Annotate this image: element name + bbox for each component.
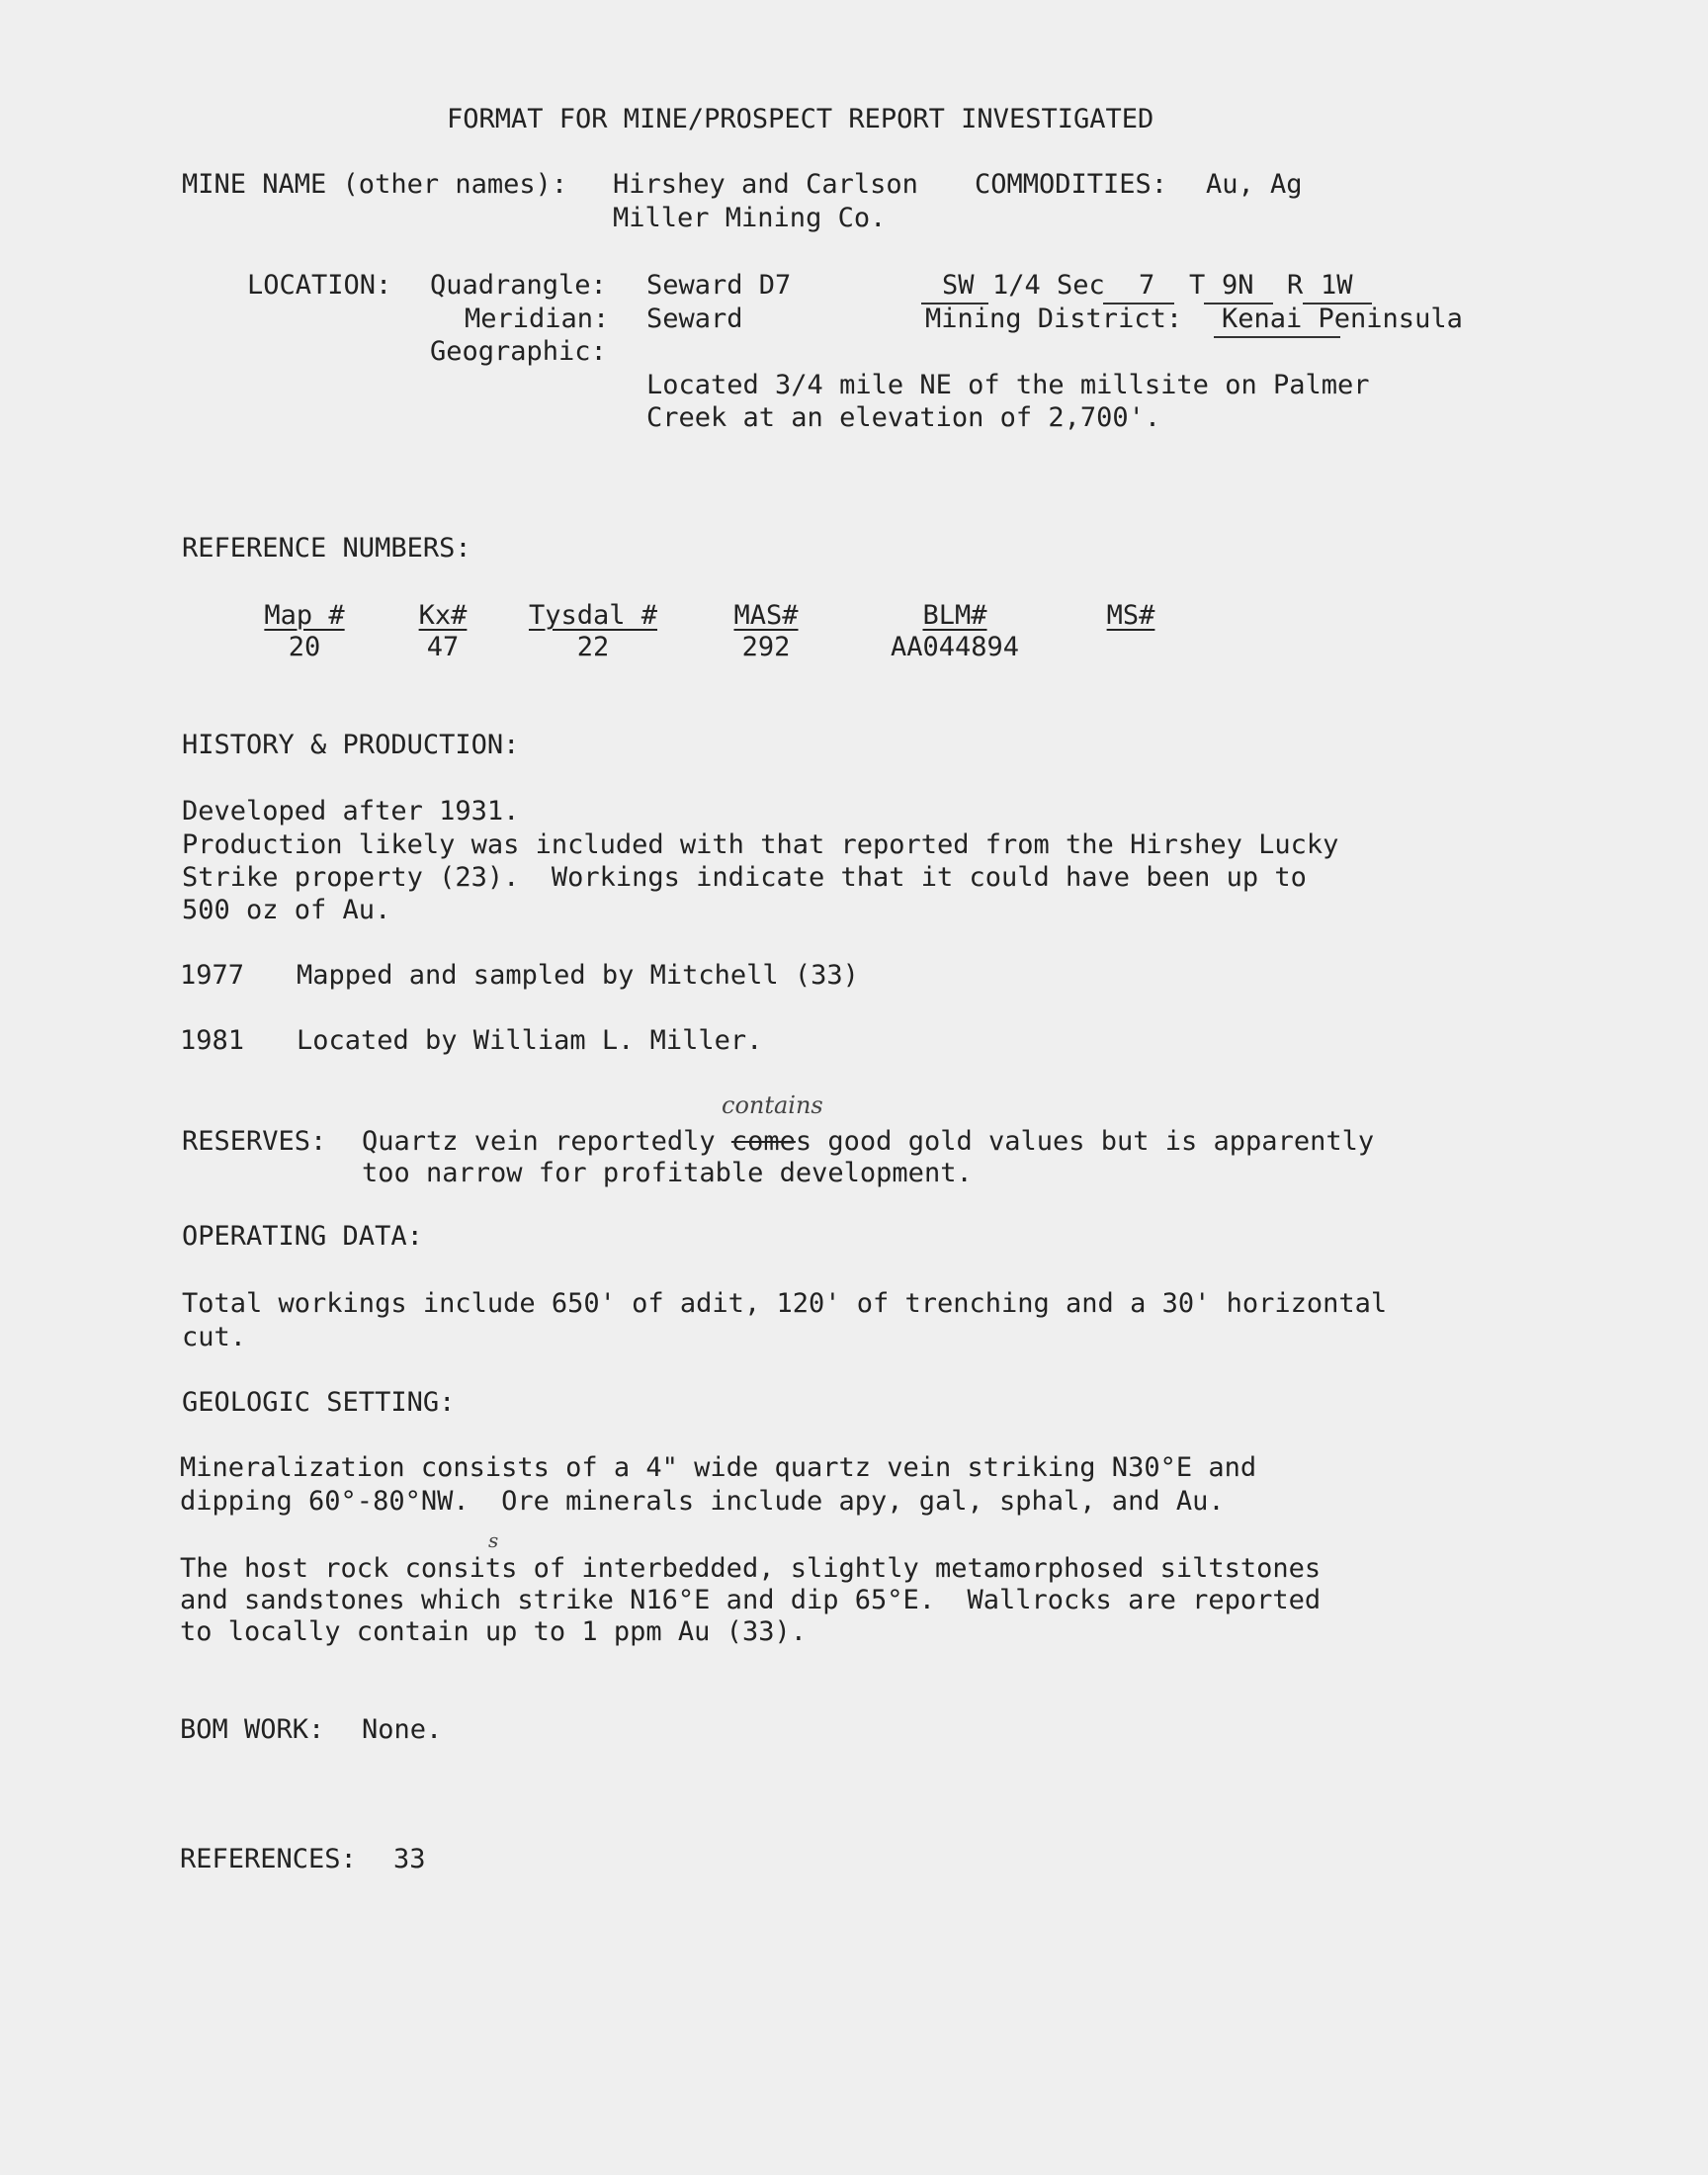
quarter-value: SW bbox=[942, 270, 975, 301]
history-line-2: Production likely was included with that reported from the Hirshey Lucky bbox=[182, 829, 1339, 860]
location-label: LOCATION: bbox=[247, 270, 392, 301]
mine-other-name: Miller Mining Co. bbox=[613, 203, 887, 233]
history-event-year: 1981 bbox=[180, 1025, 245, 1056]
geology-paragraph-2-line-1: The host rock consits of interbedded, slightly metamorphosed siltstones bbox=[180, 1553, 1322, 1584]
geology-paragraph-1-line-1: Mineralization consists of a 4" wide quartz vein striking N30°E and bbox=[180, 1452, 1257, 1483]
ref-value-blm: AA044894 bbox=[890, 632, 1020, 662]
ref-value-kx: 47 bbox=[426, 632, 460, 662]
reserves-label: RESERVES: bbox=[182, 1126, 327, 1157]
range-label: R bbox=[1287, 270, 1304, 301]
ref-value-tysdal: 22 bbox=[576, 632, 610, 662]
reserves-text-start: Quartz vein reportedly bbox=[362, 1126, 731, 1157]
geographic-line-1: Located 3/4 mile NE of the millsite on Palmer bbox=[646, 370, 1370, 400]
ref-header-map: Map # bbox=[264, 600, 345, 631]
geology-paragraph-2-line-2: and sandstones which strike N16°E and dip 65°E. Wallrocks are reported bbox=[180, 1585, 1322, 1615]
ref-header-ms: MS# bbox=[1106, 600, 1155, 631]
ref-value-map: 20 bbox=[288, 632, 321, 662]
township-value: 9N bbox=[1222, 270, 1254, 301]
history-line-1: Developed after 1931. bbox=[182, 796, 520, 826]
ref-header-kx: Kx# bbox=[418, 600, 468, 631]
references-label: REFERENCES: bbox=[180, 1844, 357, 1874]
ref-header-blm: BLM# bbox=[922, 600, 987, 631]
quadrangle-value: Seward D7 bbox=[646, 270, 792, 301]
mine-name-value: Hirshey and Carlson bbox=[613, 169, 918, 200]
meridian-label: Meridian: bbox=[465, 304, 610, 334]
range-value: 1W bbox=[1321, 270, 1353, 301]
mining-district-underline bbox=[1214, 336, 1340, 338]
handwritten-correction: contains bbox=[722, 1091, 823, 1119]
ref-header-mas: MAS# bbox=[733, 600, 799, 631]
history-event-text: Located by William L. Miller. bbox=[297, 1025, 763, 1056]
handwritten-insert: s bbox=[488, 1528, 499, 1552]
commodities-label: COMMODITIES: bbox=[975, 169, 1168, 200]
meridian-value: Seward bbox=[646, 304, 743, 334]
section-value: 7 bbox=[1139, 270, 1155, 301]
operating-line-1: Total workings include 650' of adit, 120' of trenching and a 30' horizontal bbox=[182, 1288, 1388, 1319]
mine-name-label: MINE NAME (other names): bbox=[182, 169, 568, 200]
commodities-value: Au, Ag bbox=[1206, 169, 1303, 200]
bom-work-label: BOM WORK: bbox=[180, 1714, 325, 1745]
ref-header-tysdal: Tysdal # bbox=[528, 600, 658, 631]
history-line-4: 500 oz of Au. bbox=[182, 895, 391, 925]
reserves-line-2: too narrow for profitable development. bbox=[362, 1158, 973, 1188]
document-title: FORMAT FOR MINE/PROSPECT REPORT INVESTIGATED bbox=[447, 104, 1154, 134]
history-label: HISTORY & PRODUCTION: bbox=[182, 730, 520, 760]
mining-district-label: Mining District: bbox=[925, 304, 1183, 334]
reserves-line-1 bbox=[362, 1125, 1374, 1158]
history-line-3: Strike property (23). Workings indicate that it could have been up to bbox=[182, 862, 1307, 893]
operating-line-2: cut. bbox=[182, 1322, 247, 1352]
reference-numbers-label: REFERENCE NUMBERS: bbox=[182, 533, 471, 564]
geographic-line-2: Creek at an elevation of 2,700'. bbox=[646, 402, 1161, 433]
quadrangle-label: Quadrangle: bbox=[430, 270, 607, 301]
geologic-setting-label: GEOLOGIC SETTING: bbox=[182, 1387, 456, 1418]
township-label: T bbox=[1189, 270, 1206, 301]
ref-value-mas: 292 bbox=[741, 632, 791, 662]
operating-data-label: OPERATING DATA: bbox=[182, 1221, 423, 1252]
bom-work-value: None. bbox=[362, 1714, 443, 1745]
geographic-label: Geographic: bbox=[430, 336, 607, 367]
quarter-sec-label: 1/4 Sec bbox=[992, 270, 1105, 301]
mining-district-value: Kenai Peninsula bbox=[1222, 304, 1463, 334]
references-value: 33 bbox=[393, 1844, 426, 1874]
struck-word: come bbox=[730, 1126, 796, 1157]
geology-paragraph-2-line-3: to locally contain up to 1 ppm Au (33). bbox=[180, 1616, 807, 1647]
reserves-text-end: s good gold values but is apparently bbox=[795, 1126, 1375, 1157]
history-event-text: Mapped and sampled by Mitchell (33) bbox=[297, 960, 859, 991]
geology-paragraph-1-line-2: dipping 60°-80°NW. Ore minerals include apy, gal, sphal, and Au. bbox=[180, 1486, 1225, 1517]
history-event-year: 1977 bbox=[180, 960, 245, 991]
